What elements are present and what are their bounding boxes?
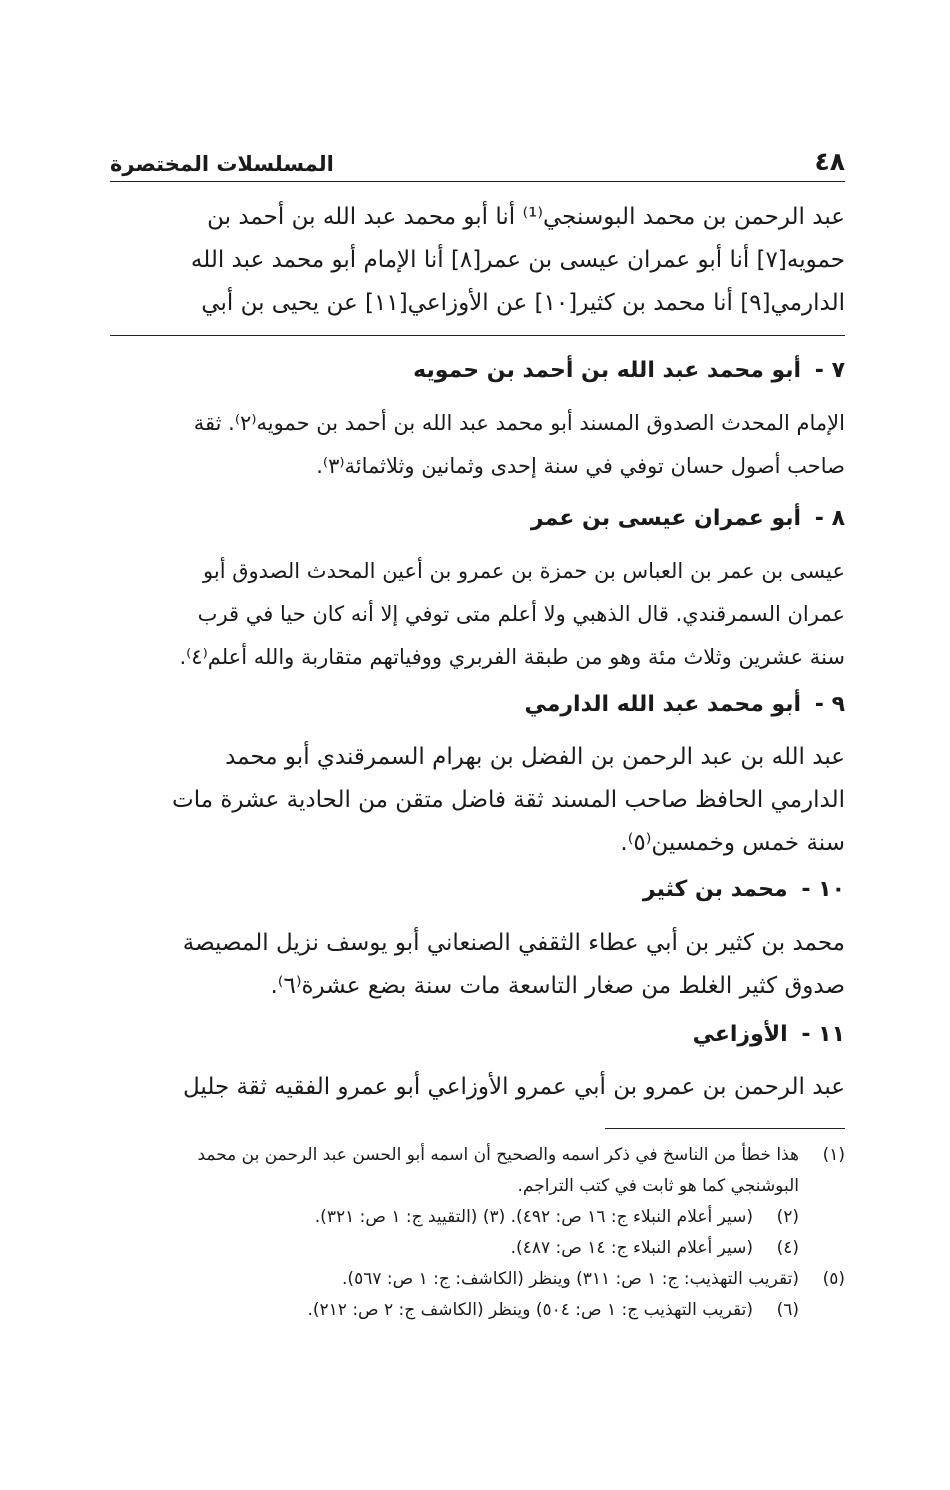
entry-line: سنة عشرين وثلاث مئة وهو من طبقة الفربري ووفياتهم متقاربة والله أعلم⁽٤⁾.: [179, 645, 845, 669]
entry-number: ١٠ -: [801, 877, 845, 902]
entry-heading: [413, 358, 845, 383]
isnad-line: حمويه[٧] أنا أبو عمران عيسى بن عمر[٨] أنا الإمام أبو محمد عبد الله: [190, 247, 845, 273]
footnote: [110, 1140, 845, 1202]
entry-heading: [643, 877, 845, 902]
entry-line: عمران السمرقندي. قال الذهبي ولا أعلم متى توفي إلا أنه كان حيا في قرب: [197, 602, 845, 626]
footnote-line: (تقريب التهذيب ج: ١ ص: ٥٠٤) وينظر (الكاشف ج: ٢ ص: ٢١٢).: [307, 1300, 753, 1320]
footnote-line: هذا خطأ من الناسخ في ذكر اسمه والصحيح أن اسمه أبو الحسن عبد الرحمن بن محمد: [197, 1145, 799, 1165]
entry-title: أبو محمد عبد الله بن أحمد بن حمويه: [413, 358, 802, 383]
entry-line: محمد بن كثير بن أبي عطاء الثقفي الصنعاني أبو يوسف نزيل المصيصة: [182, 930, 845, 956]
entry-heading: [524, 692, 845, 717]
footnote: [110, 1264, 845, 1295]
entry-number: ١١ -: [801, 1022, 845, 1047]
entry-body: [110, 550, 845, 679]
isnad-paragraph: [110, 196, 845, 325]
footnote-number: (٤): [776, 1238, 799, 1258]
footnote: [110, 1202, 845, 1233]
entry-body: [110, 922, 845, 1008]
entry-line: عيسى بن عمر بن العباس بن حمزة بن عمرو بن أعين المحدث الصدوق أبو: [203, 559, 845, 583]
running-title: المسلسلات المختصرة: [110, 152, 334, 176]
footnote: [110, 1295, 845, 1326]
footnote-line: البوشنجي كما هو ثابت في كتب التراجم.: [517, 1176, 799, 1196]
section-divider: [110, 335, 845, 336]
footnote-number: (٦): [776, 1300, 799, 1320]
entry-number: ٨ -: [814, 506, 845, 531]
isnad-line: عبد الرحمن بن محمد البوسنجي⁽¹⁾ أنا أبو محمد عبد الله بن أحمد بن: [207, 204, 845, 230]
entry-title: محمد بن كثير: [642, 877, 788, 902]
page-header: [110, 138, 845, 176]
entry-body: [110, 402, 845, 488]
entry-line: سنة خمس وخمسين⁽٥⁾.: [620, 830, 845, 856]
entry-number: ٩ -: [814, 692, 845, 717]
footnote: [110, 1233, 845, 1264]
footnote-number: (٥): [822, 1269, 845, 1289]
entry-title: أبو محمد عبد الله الدارمي: [524, 692, 802, 717]
entry-line: الإمام المحدث الصدوق المسند أبو محمد عبد الله بن أحمد بن حمويه⁽٢⁾. ثقة: [193, 411, 845, 435]
entry-title: أبو عمران عيسى بن عمر: [530, 506, 802, 531]
entry-line: صاحب أصول حسان توفي في سنة إحدى وثمانين وثلاثمائة⁽٣⁾.: [316, 454, 845, 478]
footnote-divider: [605, 1128, 845, 1129]
entry-line: الدارمي الحافظ صاحب المسند ثقة فاضل متقن من الحادية عشرة مات: [172, 787, 845, 813]
entry-heading: [693, 1022, 845, 1047]
entry-number: ٧ -: [814, 358, 845, 383]
footnote-line: (سير أعلام النبلاء ج: ١٤ ص: ٤٨٧).: [510, 1238, 753, 1258]
entry-line: عبد الله بن عبد الرحمن بن الفضل بن بهرام السمرقندي أبو محمد: [225, 744, 845, 770]
page-number: ٤٨: [814, 147, 845, 176]
entry-title: الأوزاعي: [692, 1022, 788, 1047]
entry-body: [110, 736, 845, 865]
footnote-number: (٢): [776, 1207, 799, 1227]
entry-body: [110, 1066, 845, 1109]
isnad-line: الدارمي[٩] أنا محمد بن كثير[١٠] عن الأوزاعي[١١] عن يحيى بن أبي: [201, 290, 845, 316]
footnote-line: (تقريب التهذيب: ج: ١ ص: ٣١١) وينظر (الكاشف: ج: ١ ص: ٥٦٧).: [342, 1269, 799, 1289]
header-divider: [110, 181, 845, 182]
entry-line: عبد الرحمن بن عمرو بن أبي عمرو الأوزاعي أبو عمرو الفقيه ثقة جليل: [183, 1074, 845, 1100]
footnotes: [110, 1140, 845, 1326]
entry-line: صدوق كثير الغلط من صغار التاسعة مات سنة بضع عشرة⁽٦⁾.: [270, 973, 845, 999]
footnote-number: (١): [822, 1145, 845, 1165]
entry-heading: [531, 506, 845, 531]
footnote-line: (سير أعلام النبلاء ج: ١٦ ص: ٤٩٢). (٣) (التقييد ج: ١ ص: ٣٢١).: [314, 1207, 753, 1227]
